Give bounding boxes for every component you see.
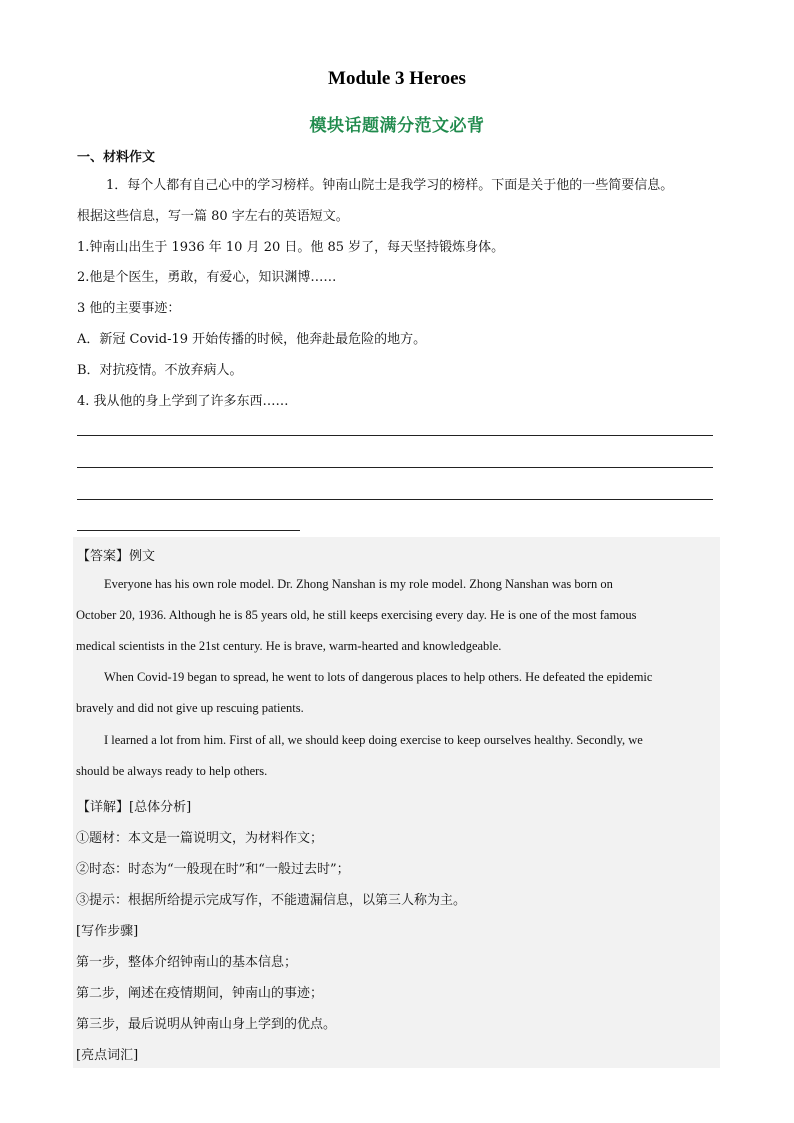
- answer-p2-line1: When Covid-19 began to spread, he went to lots of dangerous places to help others. He defeated the epidemic: [104, 670, 653, 684]
- question-point-1: 1.钟南山出生于 1936 年 10 月 20 日。他 85 岁了，每天坚持锻炼身体。: [77, 240, 505, 255]
- answer-p3-line1: I learned a lot from him. First of all, we should keep doing exercise to keep ourselves healthy. Secondly, we: [104, 733, 643, 747]
- vocab-label: [亮点词汇]: [76, 1048, 139, 1063]
- step-1: 第一步，整体介绍钟南山的基本信息；: [76, 955, 298, 970]
- answer-box: [73, 537, 720, 1068]
- question-point-4: 4. 我从他的身上学到了许多东西……: [77, 394, 289, 409]
- section-heading: 一、材料作文: [77, 150, 156, 165]
- page-subtitle: 模块话题满分范文必背: [309, 116, 485, 136]
- question-point-3: 3 他的主要事迹：: [77, 301, 181, 316]
- answer-p1-line2: October 20, 1936. Although he is 85 years old, he still keeps exercising every day. He is one of the most famous: [76, 608, 637, 622]
- steps-label: [写作步骤]: [76, 924, 139, 939]
- step-3: 第三步，最后说明从钟南山身上学到的优点。: [76, 1017, 337, 1032]
- analysis-label: 【详解】[总体分析]: [77, 800, 192, 815]
- writing-line: [77, 530, 300, 531]
- writing-line: [77, 499, 713, 500]
- answer-p1-line1: Everyone has his own role model. Dr. Zhong Nanshan is my role model. Zhong Nanshan was born on: [104, 577, 613, 591]
- answer-p1-line3: medical scientists in the 21st century. He is brave, warm-hearted and knowledgeable.: [76, 639, 502, 653]
- page-title: Module 3 Heroes: [328, 68, 466, 89]
- question-point-2: 2.他是个医生，勇敢，有爱心，知识渊博……: [77, 270, 337, 285]
- step-2: 第二步，阐述在疫情期间，钟南山的事迹；: [76, 986, 324, 1001]
- writing-line: [77, 467, 713, 468]
- analysis-item-1: ①题材：本文是一篇说明文，为材料作文；: [76, 831, 324, 846]
- question-line-2: 根据这些信息，写一篇 80 字左右的英语短文。: [77, 209, 349, 224]
- analysis-item-2: ②时态：时态为“一般现在时”和“一般过去时”；: [76, 862, 350, 877]
- writing-line: [77, 435, 713, 436]
- question-point-a: A．新冠 Covid-19 开始传播的时候，他奔赴最危险的地方。: [77, 332, 427, 347]
- question-point-b: B．对抗疫情。不放弃病人。: [77, 363, 243, 378]
- analysis-item-3: ③提示：根据所给提示完成写作，不能遗漏信息，以第三人称为主。: [76, 893, 467, 908]
- question-line-1: 1．每个人都有自己心中的学习榜样。钟南山院士是我学习的榜样。下面是关于他的一些简要信息。: [106, 178, 674, 193]
- answer-p2-line2: bravely and did not give up rescuing patients.: [76, 701, 304, 715]
- answer-label: 【答案】例文: [77, 549, 156, 564]
- answer-p3-line2: should be always ready to help others.: [76, 764, 268, 778]
